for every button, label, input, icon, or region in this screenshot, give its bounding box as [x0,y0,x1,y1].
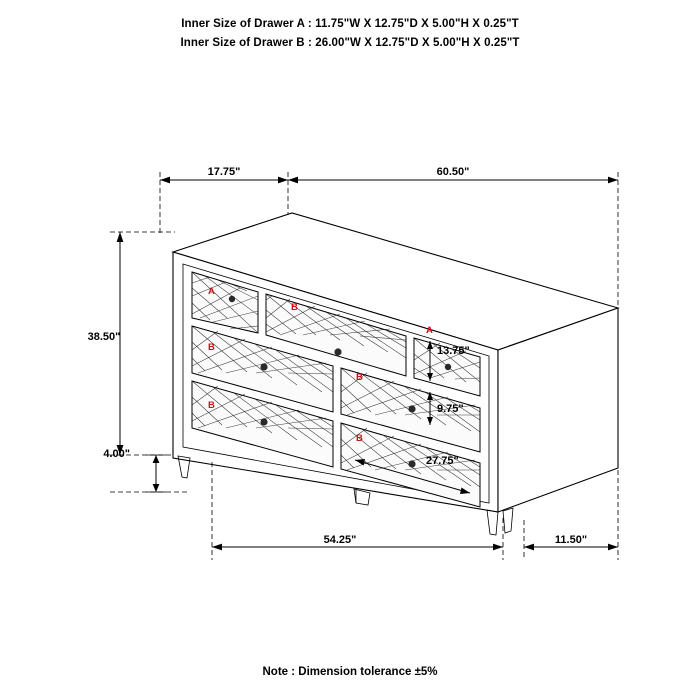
drawer-b-inner-size-text: Inner Size of Drawer B : 26.00"W X 12.75"D X 5.00"H X 0.25"T [180,37,520,49]
dim-leg-height-label: 4.00" [103,448,130,460]
dim-drawer-b-height-label: 9.75" [437,403,464,415]
dim-bottom-main-label: 54.25" [323,534,357,546]
dim-bottom-right-label: 11.50" [554,534,588,546]
drawer-label-b-right-bottom: B [356,433,363,444]
leg-front-right [487,510,498,535]
dim-top-right-label: 60.50" [436,166,470,178]
drawer-knob [229,296,235,302]
drawer-knob [260,363,267,370]
drawer-knob [408,460,415,467]
dimension-tolerance-note: Note : Dimension tolerance ±5% [262,666,438,678]
leg-rear-right [503,508,513,533]
drawer-knob [408,405,415,412]
drawer-knob [260,418,267,425]
dresser-body [173,213,618,535]
drawer-label-b-top: B [291,302,298,313]
drawer-label-b-left-bottom: B [208,400,215,411]
drawer-knob [445,364,451,370]
drawer-label-a-right: A [426,325,433,336]
drawer-label-b-left-mid: B [208,342,215,353]
drawer-label-a-left: A [208,286,215,297]
dim-top-left-label: 17.75" [207,166,241,178]
dim-total-height-label: 38.50" [87,331,121,343]
dim-drawer-a-height-label: 13.75" [437,345,470,357]
dim-drawer-b-width-label: 27.75" [426,455,459,467]
drawer-a-inner-size-text: Inner Size of Drawer A : 11.75"W X 12.75"D X 5.00"H X 0.25"T [181,18,519,30]
drawer-label-b-right-mid: B [356,372,363,383]
drawer-knob [334,348,341,355]
